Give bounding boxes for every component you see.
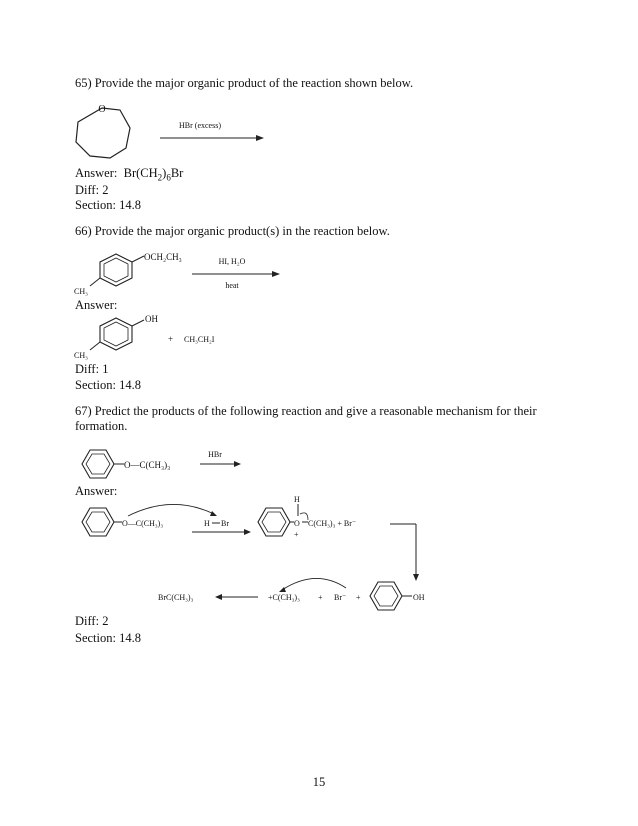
ethoxytoluene-structure <box>72 246 292 296</box>
hydroxyl-label: OH <box>145 314 158 324</box>
ethyl-iodide-label: CH₃CH₂I <box>184 335 215 344</box>
methyl-label-product: CH₃ <box>74 351 88 360</box>
tert-butyl-phenyl-ether-structure <box>72 444 292 484</box>
mechanism-diagram <box>72 492 432 612</box>
answer-65: Answer: $Br(CH_2)_6Br$ <box>75 166 184 183</box>
page-number: 15 <box>312 775 326 789</box>
section-65: Section: 14.8 <box>75 198 141 212</box>
reagent-hi-h2o: HI, H₂O <box>218 257 246 266</box>
mech-h-label: H <box>294 495 300 504</box>
oxygen-atom-label: O <box>98 104 106 115</box>
diff-67: Diff: 2 <box>75 614 109 628</box>
methyl-label: CH₃ <box>74 287 88 296</box>
mech-oxonium-rest: C(CH₃)₃ + Br⁻ <box>308 519 357 528</box>
mech-product-tert-butyl-bromide: BrC(CH₃)₃ <box>158 593 194 602</box>
question-66: 66) Provide the major organic product(s) in the reaction below. <box>75 224 390 238</box>
mech-carbocation: +C(CH₃)₃ <box>268 593 300 602</box>
plus-sign: + <box>168 334 174 344</box>
mech-hbr-h: H <box>204 519 210 528</box>
oxepane-structure <box>60 100 280 170</box>
cresol-product-structure <box>72 310 292 362</box>
section-67: Section: 14.8 <box>75 631 141 645</box>
section-66: Section: 14.8 <box>75 378 141 392</box>
answer-66-label: Answer: <box>75 298 118 312</box>
tert-butoxy-label: O—C(CH₃)₃ <box>124 460 171 470</box>
mech-tert-butoxy-label: O—C(CH₃)₃ <box>122 519 164 528</box>
mech-positive-charge: + <box>294 530 299 539</box>
mech-oxonium-o: O <box>294 519 300 528</box>
mech-phenol-oh: OH <box>413 593 425 602</box>
ethoxy-label: OCH₂CH₃ <box>144 252 182 262</box>
mech-hbr-br: Br <box>221 519 229 528</box>
mech-plus: + <box>318 593 323 602</box>
diff-66: Diff: 1 <box>75 362 109 376</box>
diff-65: Diff: 2 <box>75 183 109 197</box>
mech-plus-2: + <box>356 593 361 602</box>
mech-bromide: Br⁻ <box>334 593 347 602</box>
answer-67-label: Answer: <box>75 484 118 498</box>
reagent-hbr-excess: HBr (excess) <box>179 121 221 130</box>
question-65: 65) Provide the major organic product of the reaction shown below. <box>75 76 414 90</box>
reagent-heat: heat <box>225 281 239 290</box>
reagent-hbr: HBr <box>208 450 222 459</box>
question-67: 67) Predict the products of the following reaction and give a reasonable mechanism for their formation. <box>75 404 537 433</box>
